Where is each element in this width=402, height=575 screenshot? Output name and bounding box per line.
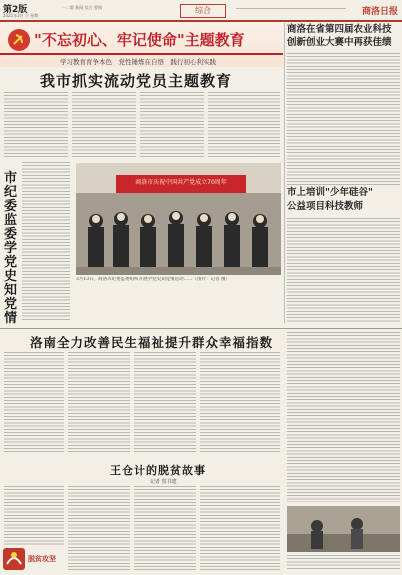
party-emblem-icon <box>8 29 30 51</box>
right-top-headline-2: 创新创业大赛中再获佳绩 <box>287 37 392 48</box>
corner-logo <box>3 548 63 572</box>
theme-banner <box>0 23 283 67</box>
bottom-story-byline: 记者 贺书建 <box>150 479 177 485</box>
nav-right <box>236 8 356 11</box>
bottom-main-col-3 <box>134 352 196 454</box>
bottom-main-col-4 <box>200 352 280 454</box>
right-top-headline-1: 商洛在省第四届农业科技 <box>287 24 392 35</box>
left-vertical-body-top <box>22 162 70 322</box>
right-mid-body <box>287 218 400 322</box>
right-mid-article <box>287 186 400 326</box>
bottom-story-headline: 王仓计的脱贫故事 <box>110 464 206 477</box>
newspaper-name: 商洛日报 <box>362 7 399 17</box>
left-vertical-article <box>2 160 72 328</box>
right-mid-headline-2: 公益项目科技教师 <box>287 201 364 212</box>
right-top-body <box>287 53 400 185</box>
bottom-story-col-4 <box>200 486 280 570</box>
main-article-col-1 <box>4 92 68 158</box>
left-vertical-headline: 市纪委监委学党史知党情 <box>4 171 18 326</box>
bottom-story-col-1 <box>4 486 64 546</box>
banner-slogan: 学习教育育争本色 党性锤炼在自悟 践行初心利实践 <box>60 58 216 66</box>
page-label: 第2版 <box>3 5 28 15</box>
news-photo <box>76 163 281 275</box>
corner-logo-label: 脱贫攻坚 <box>28 555 56 563</box>
main-article-col-2 <box>72 92 136 158</box>
main-headline: 我市抓实流动党员主题教育 <box>40 72 233 90</box>
main-article-col-3 <box>140 92 204 158</box>
bottom-photo <box>287 506 400 552</box>
corner-logo-icon <box>3 548 25 570</box>
date-text: 2021年3月 日 星期 <box>3 13 39 18</box>
bottom-story-col-2 <box>68 486 130 570</box>
masthead-rule <box>0 20 402 22</box>
banner-title: "不忘初心、牢记使命"主题教育 <box>34 31 245 49</box>
right-bottom-body <box>287 332 400 502</box>
bottom-main-col-1 <box>4 352 64 454</box>
bottom-main-col-2 <box>68 352 130 454</box>
section-tab-label: 综合 <box>195 6 211 15</box>
right-top-article <box>287 23 400 183</box>
main-article-col-4 <box>208 92 280 158</box>
section-divider <box>0 328 402 329</box>
bottom-main-headline: 洛南全力改善民生福祉提升群众幸福指数 <box>30 335 274 350</box>
photo-banner-text: 商洛市庆祝中国共产党成立70周年 <box>135 179 227 186</box>
right-mid-headline-1: 市上培训"少年硅谷" <box>287 187 373 198</box>
nav-text: 一二版 新闻 综合 要闻 <box>62 5 102 10</box>
bottom-photo-caption <box>287 555 400 571</box>
photo-caption: 3月13日，商洛市纪委监委组织开展学党史知党情活动……（图片：记者 摄） <box>76 277 231 282</box>
masthead <box>0 0 402 22</box>
section-tab <box>180 4 226 18</box>
column-divider <box>284 23 285 323</box>
bottom-story-col-3 <box>134 486 196 570</box>
banner-red-bar <box>0 53 283 55</box>
